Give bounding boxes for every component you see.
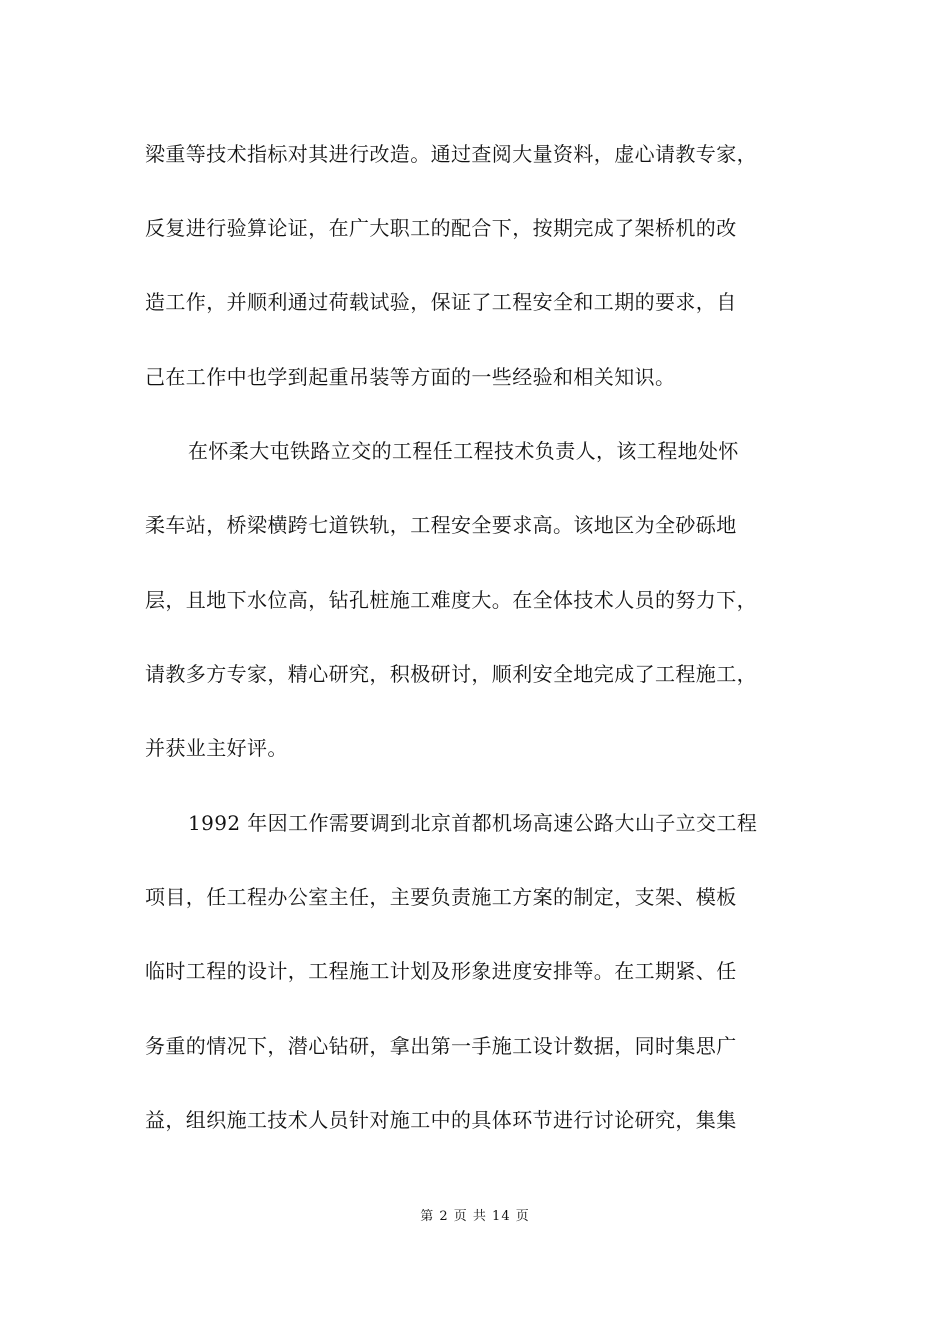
text-line: 项目，任工程办公室主任，主要负责施工方案的制定，支架、模板 [145,885,737,909]
text-line: 层，且地下水位高，钻孔桩施工难度大。在全体技术人员的努力下， [145,588,757,612]
text-line: 柔车站，桥梁横跨七道铁轨，工程安全要求高。该地区为全砂砾地 [145,513,737,537]
text-line: 临时工程的设计，工程施工计划及形象进度安排等。在工期紧、任 [145,959,737,983]
text-line: 己在工作中也学到起重吊装等方面的一些经验和相关知识。 [145,365,676,389]
text-line: 并获业主好评。 [145,736,288,760]
text-line: 梁重等技术指标对其进行改造。通过查阅大量资料，虚心请教专家， [145,142,757,166]
paragraph-first-line: 在怀柔大屯铁路立交的工程任工程技术负责人，该工程地处怀 [188,439,739,463]
page-number-footer: 第 2 页 共 14 页 [420,1209,530,1224]
paragraph-first-line: 1992 年因工作需要调到北京首都机场高速公路大山子立交工程 [188,811,758,835]
text-line: 请教多方专家，精心研究，积极研讨，顺利安全地完成了工程施工， [145,662,757,686]
text-line: 反复进行验算论证，在广大职工的配合下，按期完成了架桥机的改 [145,216,737,240]
text-line: 益，组织施工技术人员针对施工中的具体环节进行讨论研究，集集 [145,1108,737,1132]
text-line: 务重的情况下，潜心钻研，拿出第一手施工设计数据，同时集思广 [145,1034,737,1058]
text-line: 造工作，并顺利通过荷载试验，保证了工程安全和工期的要求，自 [145,290,737,314]
